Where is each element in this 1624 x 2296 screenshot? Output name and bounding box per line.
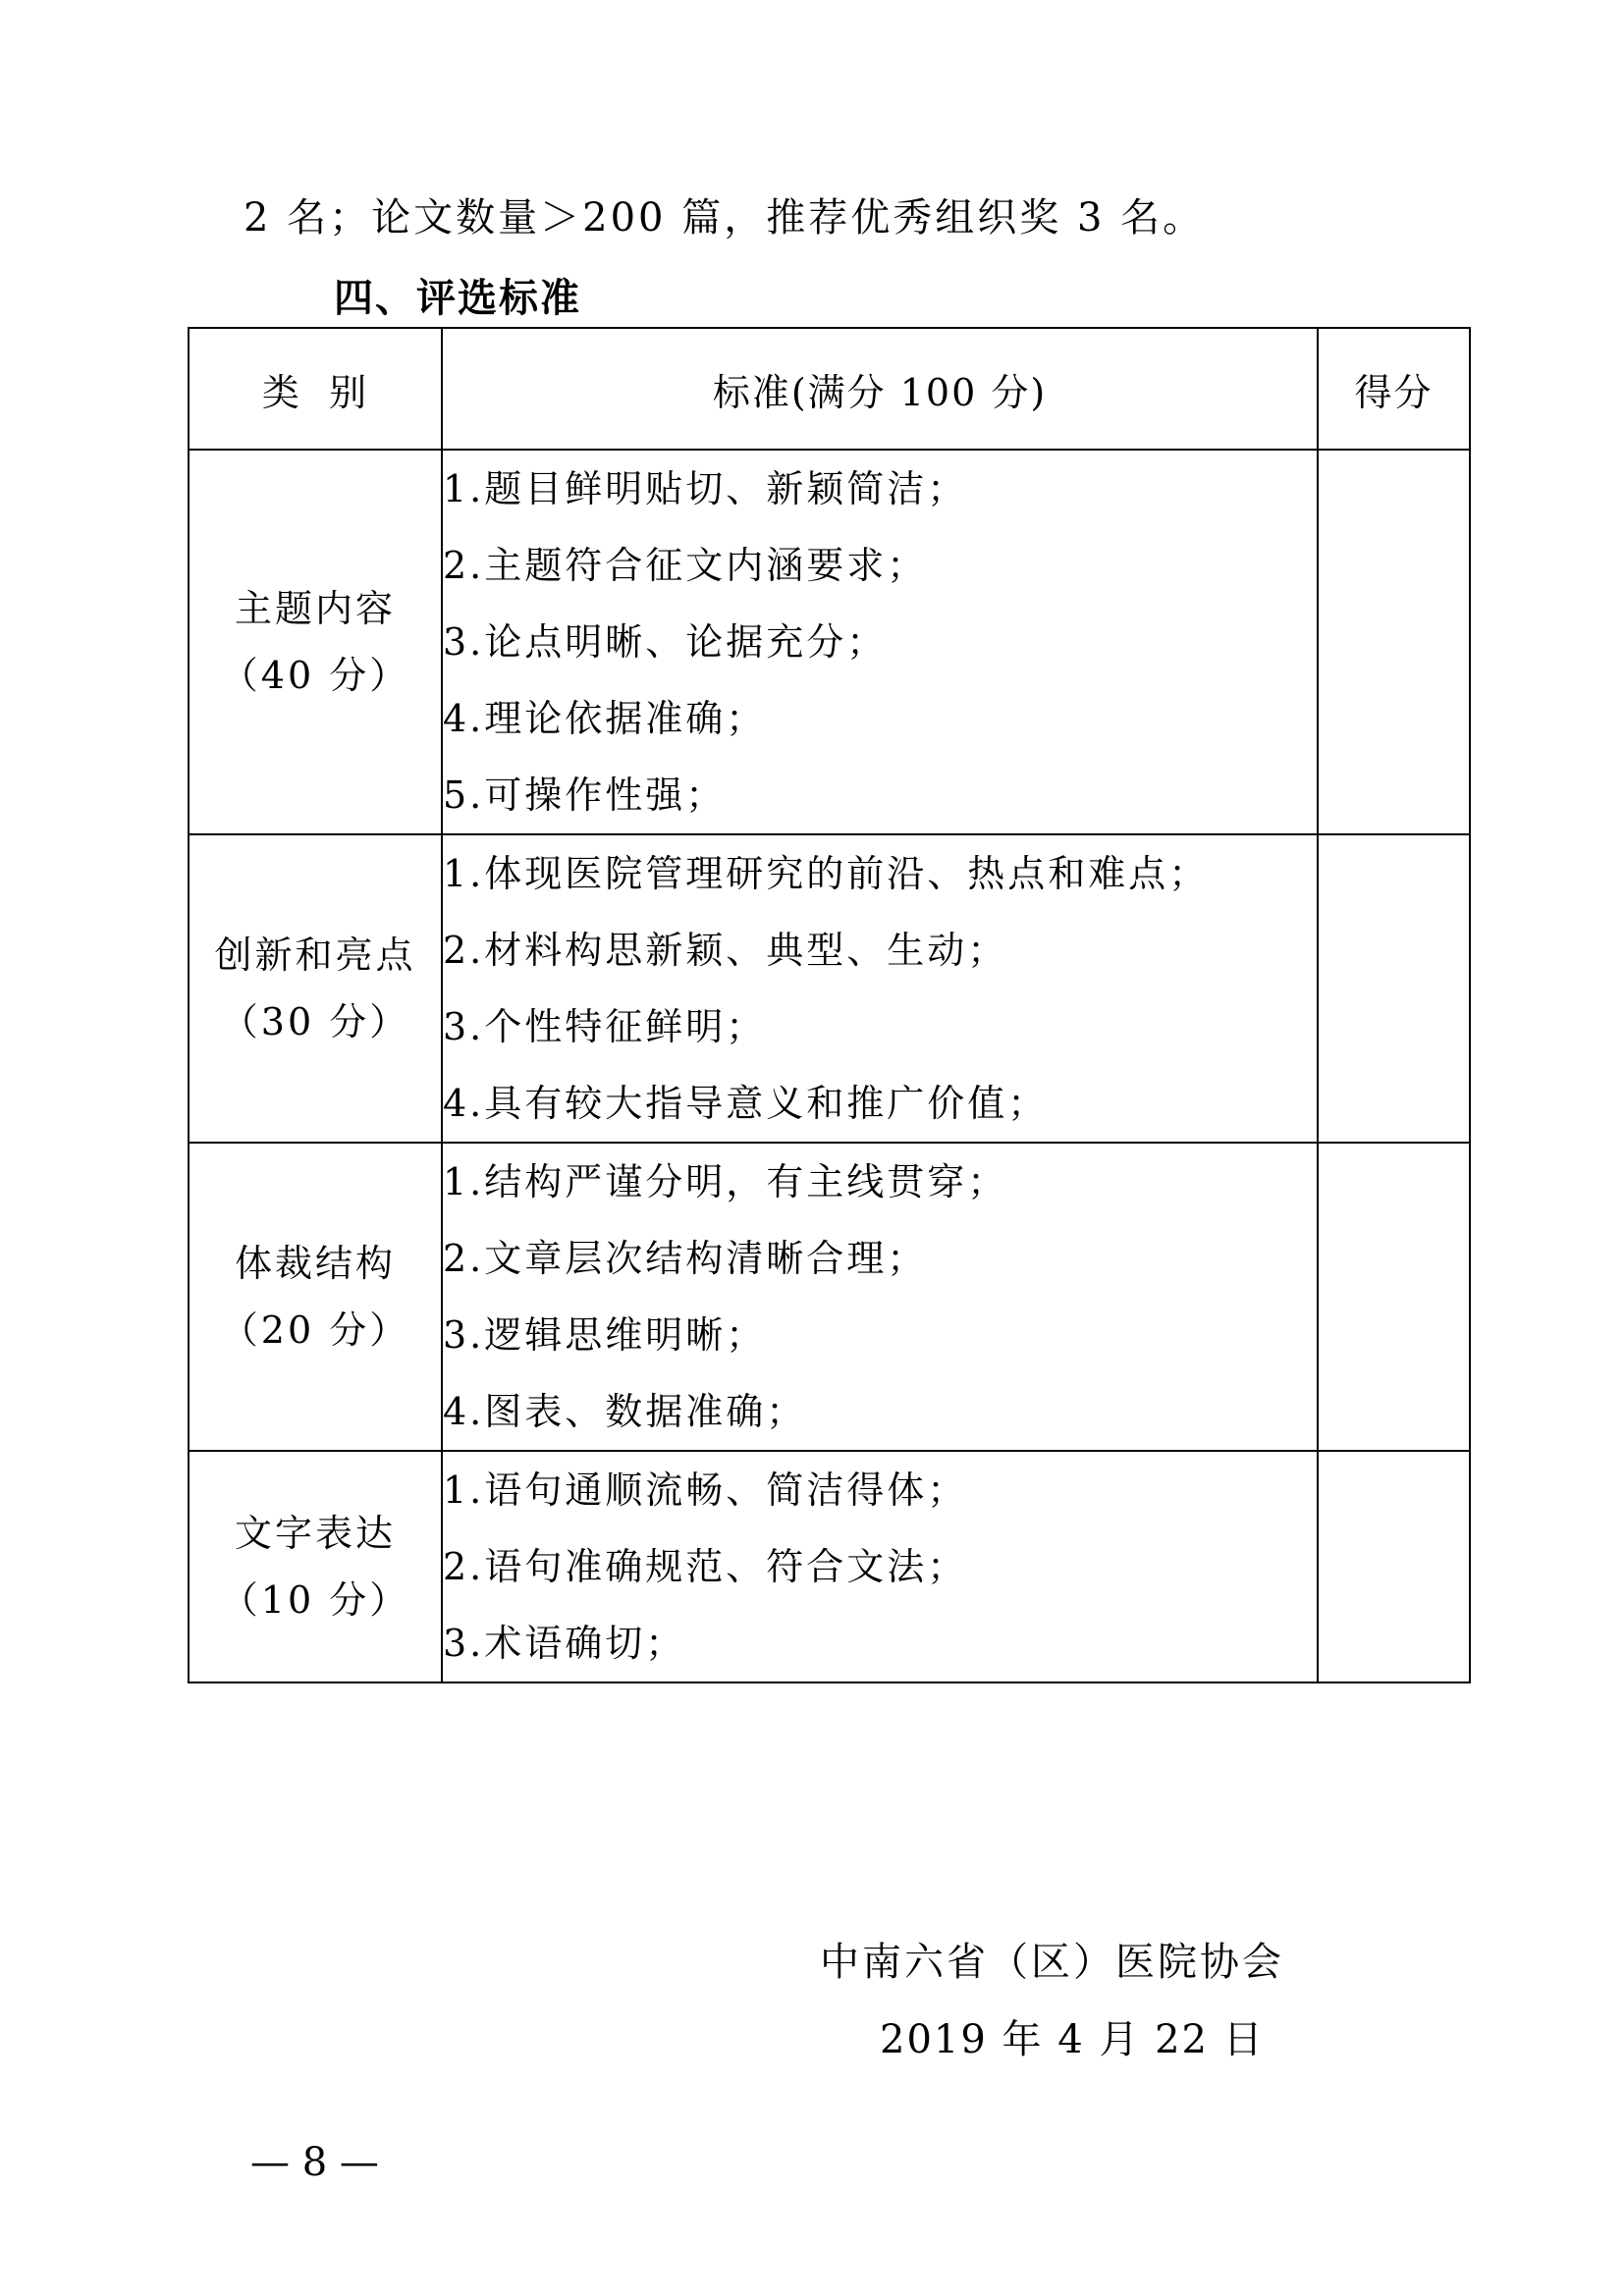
score-cell xyxy=(1318,1451,1470,1682)
category-name: 主题内容 xyxy=(234,587,396,630)
table-row xyxy=(189,834,1470,1143)
standard-cell xyxy=(442,834,1318,1143)
table-row xyxy=(189,1143,1470,1451)
standard-item: 3.术语确切； xyxy=(443,1622,686,1665)
header-score: 得分 xyxy=(1318,328,1470,450)
table-row xyxy=(189,450,1470,834)
criteria-table xyxy=(188,327,1471,1683)
standard-item: 2.文章层次结构清晰合理； xyxy=(443,1237,928,1280)
category-cell xyxy=(189,450,442,834)
category-cell xyxy=(189,1143,442,1451)
signature-organization: 中南六省（区）医院协会 xyxy=(820,1940,1284,1985)
score-cell xyxy=(1318,450,1470,834)
category-name: 文字表达 xyxy=(234,1512,396,1555)
score-cell xyxy=(1318,1143,1470,1451)
table-row xyxy=(189,1451,1470,1682)
standard-item: 1.结构严谨分明，有主线贯穿； xyxy=(443,1160,1008,1203)
category-cell xyxy=(189,1451,442,1682)
standard-cell xyxy=(442,450,1318,834)
standard-item: 3.论点明晰、论据充分； xyxy=(443,620,888,664)
category-cell xyxy=(189,834,442,1143)
standard-item: 5.可操作性强； xyxy=(443,774,727,817)
standard-item: 4.图表、数据准确； xyxy=(443,1390,807,1433)
category-points: （40 分） xyxy=(220,654,410,697)
page-number: — 8 — xyxy=(250,2140,379,2185)
intro-paragraph: 2 名；论文数量＞200 篇，推荐优秀组织奖 3 名。 xyxy=(244,195,1206,240)
category-points: （10 分） xyxy=(220,1578,410,1622)
category-name: 体裁结构 xyxy=(234,1242,396,1285)
standard-item: 4.具有较大指导意义和推广价值； xyxy=(443,1082,1049,1125)
score-cell xyxy=(1318,834,1470,1143)
category-points: （30 分） xyxy=(220,1000,410,1043)
header-category: 类 别 xyxy=(189,328,442,450)
standard-item: 4.理论依据准确； xyxy=(443,697,767,740)
standard-item: 2.主题符合征文内涵要求； xyxy=(443,544,928,587)
category-name: 创新和亮点 xyxy=(214,934,416,977)
standard-cell xyxy=(442,1451,1318,1682)
standard-item: 1.题目鲜明贴切、新颖简洁； xyxy=(443,467,968,510)
standard-item: 1.语句通顺流畅、简洁得体； xyxy=(443,1468,968,1512)
signature-date: 2019 年 4 月 22 日 xyxy=(880,2017,1265,2062)
table-header-row xyxy=(189,328,1470,450)
category-points: （20 分） xyxy=(220,1308,410,1352)
section-heading: 四、评选标准 xyxy=(334,276,581,321)
standard-item: 3.个性特征鲜明； xyxy=(443,1005,767,1048)
standard-item: 2.语句准确规范、符合文法； xyxy=(443,1545,968,1588)
header-standard: 标准(满分 100 分) xyxy=(442,328,1318,450)
standard-item: 1.体现医院管理研究的前沿、热点和难点； xyxy=(443,852,1210,895)
standard-item: 3.逻辑思维明晰； xyxy=(443,1313,767,1357)
standard-item: 2.材料构思新颖、典型、生动； xyxy=(443,929,1008,972)
standard-cell xyxy=(442,1143,1318,1451)
